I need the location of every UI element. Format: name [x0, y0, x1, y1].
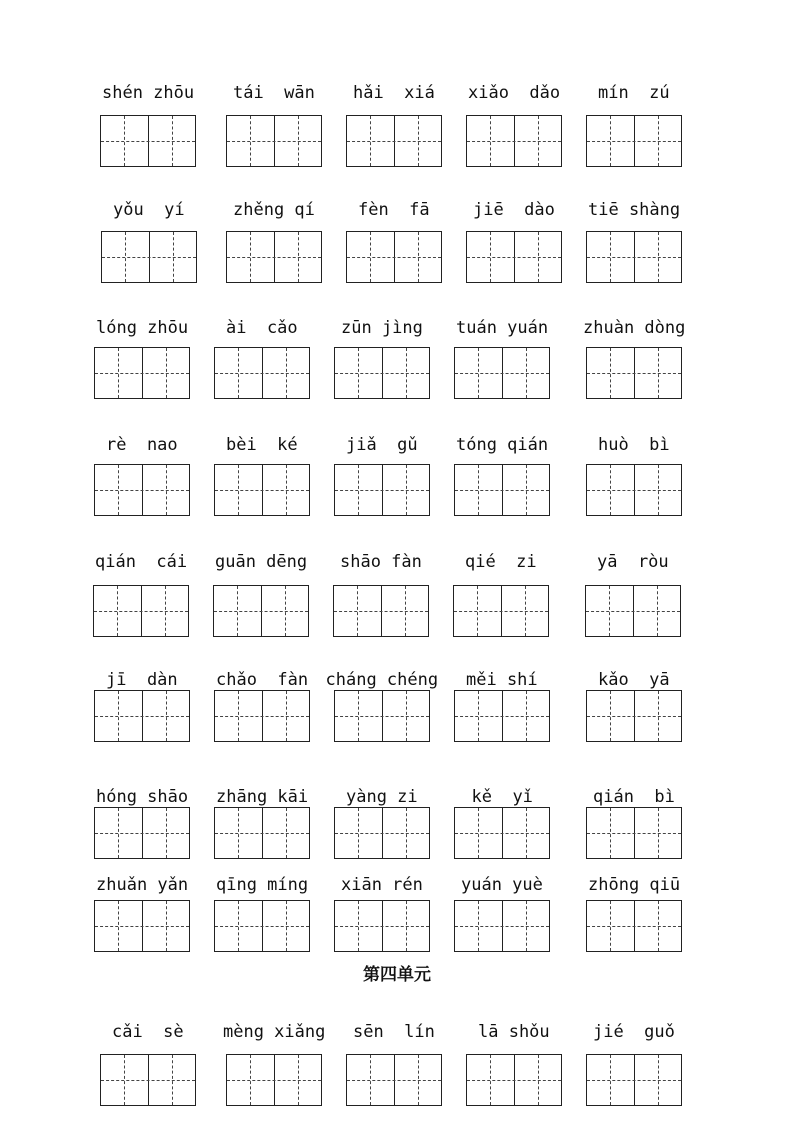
tianzige-writing-grid[interactable] [214, 690, 310, 742]
pinyin-label: shén zhōu [102, 83, 195, 103]
pinyin-label: hóng shāo [96, 787, 189, 807]
tianzige-writing-grid[interactable] [94, 347, 190, 399]
tianzige-writing-grid[interactable] [453, 585, 549, 637]
pinyin-label: cǎi sè [112, 1022, 184, 1042]
pinyin-label: zhōng qiū [588, 875, 681, 895]
tianzige-writing-grid[interactable] [214, 807, 310, 859]
pinyin-label: xiǎo dǎo [468, 83, 561, 103]
pinyin-label: yàng zi [346, 787, 418, 807]
pinyin-label: tái wān [233, 83, 315, 103]
tianzige-writing-grid[interactable] [346, 115, 442, 167]
pinyin-label: jiē dào [473, 200, 555, 220]
pinyin-label: měi shí [466, 670, 538, 690]
pinyin-label: kě yǐ [471, 787, 533, 807]
pinyin-label: sēn lín [353, 1022, 435, 1042]
pinyin-label: mèng xiǎng [223, 1022, 326, 1042]
pinyin-label: qián bì [593, 787, 675, 807]
tianzige-writing-grid[interactable] [334, 807, 430, 859]
tianzige-writing-grid[interactable] [334, 900, 430, 952]
tianzige-writing-grid[interactable] [214, 464, 310, 516]
tianzige-writing-grid[interactable] [586, 690, 682, 742]
pinyin-label: yā ròu [597, 552, 669, 572]
tianzige-writing-grid[interactable] [94, 807, 190, 859]
tianzige-writing-grid[interactable] [466, 231, 562, 283]
tianzige-writing-grid[interactable] [213, 585, 309, 637]
pinyin-label: zhuàn dòng [583, 318, 686, 338]
tianzige-writing-grid[interactable] [346, 1054, 442, 1106]
pinyin-label: fèn fā [358, 200, 430, 220]
tianzige-writing-grid[interactable] [586, 464, 682, 516]
pinyin-label: zūn jìng [341, 318, 423, 338]
pinyin-label: qīng míng [216, 875, 309, 895]
tianzige-writing-grid[interactable] [333, 585, 429, 637]
tianzige-writing-grid[interactable] [226, 231, 322, 283]
pinyin-label: shāo fàn [340, 552, 422, 572]
pinyin-label: tóng qián [456, 435, 549, 455]
tianzige-writing-grid[interactable] [214, 900, 310, 952]
tianzige-writing-grid[interactable] [226, 115, 322, 167]
unit-heading: 第四单元 [363, 965, 431, 985]
tianzige-writing-grid[interactable] [214, 347, 310, 399]
pinyin-label: xiān rén [341, 875, 423, 895]
tianzige-writing-grid[interactable] [586, 1054, 682, 1106]
pinyin-label: cháng chéng [325, 670, 439, 690]
tianzige-writing-grid[interactable] [94, 464, 190, 516]
tianzige-writing-grid[interactable] [334, 464, 430, 516]
pinyin-label: zhuǎn yǎn [96, 875, 189, 895]
pinyin-label: jī dàn [106, 670, 178, 690]
pinyin-label: qié zi [465, 552, 537, 572]
pinyin-label: lā shǒu [478, 1022, 550, 1042]
pinyin-label: yǒu yí [113, 200, 185, 220]
pinyin-label: zhěng qí [233, 200, 315, 220]
pinyin-label: qián cái [95, 552, 188, 572]
tianzige-writing-grid[interactable] [586, 347, 682, 399]
tianzige-writing-grid[interactable] [586, 807, 682, 859]
tianzige-writing-grid[interactable] [586, 231, 682, 283]
tianzige-writing-grid[interactable] [100, 115, 196, 167]
tianzige-writing-grid[interactable] [585, 585, 681, 637]
tianzige-writing-grid[interactable] [94, 690, 190, 742]
tianzige-writing-grid[interactable] [466, 115, 562, 167]
tianzige-writing-grid[interactable] [466, 1054, 562, 1106]
tianzige-writing-grid[interactable] [586, 900, 682, 952]
tianzige-writing-grid[interactable] [93, 585, 189, 637]
tianzige-writing-grid[interactable] [100, 1054, 196, 1106]
pinyin-label: yuán yuè [461, 875, 543, 895]
pinyin-label: chǎo fàn [216, 670, 309, 690]
tianzige-writing-grid[interactable] [454, 900, 550, 952]
tianzige-writing-grid[interactable] [334, 690, 430, 742]
tianzige-writing-grid[interactable] [94, 900, 190, 952]
pinyin-label: ài cǎo [226, 318, 298, 338]
pinyin-label: hǎi xiá [353, 83, 435, 103]
tianzige-writing-grid[interactable] [454, 690, 550, 742]
tianzige-writing-grid[interactable] [334, 347, 430, 399]
pinyin-label: guān dēng [215, 552, 308, 572]
tianzige-writing-grid[interactable] [586, 115, 682, 167]
pinyin-label: tiē shàng [588, 200, 681, 220]
tianzige-writing-grid[interactable] [454, 464, 550, 516]
pinyin-label: lóng zhōu [96, 318, 189, 338]
pinyin-label: mín zú [598, 83, 670, 103]
pinyin-label: kǎo yā [598, 670, 670, 690]
pinyin-label: tuán yuán [456, 318, 549, 338]
tianzige-writing-grid[interactable] [454, 347, 550, 399]
pinyin-label: bèi ké [226, 435, 298, 455]
pinyin-label: jié guǒ [593, 1022, 675, 1042]
pinyin-label: zhāng kāi [216, 787, 309, 807]
tianzige-writing-grid[interactable] [346, 231, 442, 283]
pinyin-label: huò bì [598, 435, 670, 455]
tianzige-writing-grid[interactable] [101, 231, 197, 283]
pinyin-label: jiǎ gǔ [346, 435, 418, 455]
tianzige-writing-grid[interactable] [454, 807, 550, 859]
tianzige-writing-grid[interactable] [226, 1054, 322, 1106]
pinyin-label: rè nao [106, 435, 178, 455]
